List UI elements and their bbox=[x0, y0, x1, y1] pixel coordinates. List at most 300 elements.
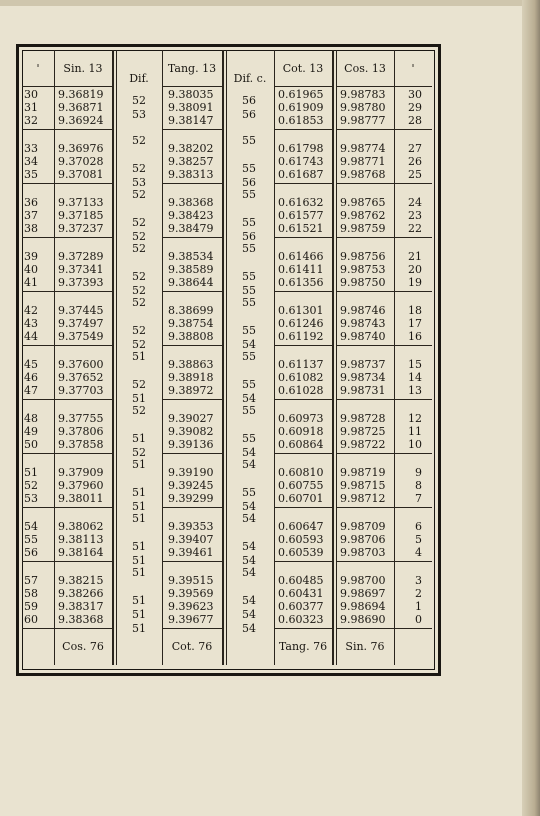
minute-cell: 45 bbox=[24, 358, 38, 371]
col-rule bbox=[226, 50, 227, 665]
dif-cell: 52 bbox=[132, 324, 146, 337]
row-rule bbox=[54, 183, 112, 184]
cos-cell: 9.98777 bbox=[340, 114, 386, 127]
tang-cell: 9.39299 bbox=[168, 492, 214, 505]
row-rule bbox=[394, 628, 432, 629]
row-rule bbox=[274, 183, 332, 184]
header-min: ' bbox=[36, 62, 40, 75]
minute-right-cell: 3 bbox=[415, 574, 422, 587]
tang-cell: 9.38257 bbox=[168, 155, 214, 168]
cos-cell: 9.98768 bbox=[340, 168, 386, 181]
tang-cell: 9.38863 bbox=[168, 358, 214, 371]
dif-cell: 52 bbox=[132, 338, 146, 351]
cot-cell: 0.60973 bbox=[278, 412, 324, 425]
difc-cell: 54 bbox=[242, 500, 256, 513]
cot-cell: 0.61028 bbox=[278, 384, 324, 397]
minute-right-cell: 7 bbox=[415, 492, 422, 505]
minute-right-cell: 19 bbox=[408, 276, 422, 289]
dif-cell: 51 bbox=[132, 500, 146, 513]
row-rule bbox=[22, 237, 54, 238]
row-rule bbox=[274, 345, 332, 346]
sin-cell: 9.37133 bbox=[58, 196, 104, 209]
tang-cell: 9.38589 bbox=[168, 263, 214, 276]
difc-cell: 55 bbox=[242, 162, 256, 175]
dif-cell: 52 bbox=[132, 404, 146, 417]
minute-cell: 58 bbox=[24, 587, 38, 600]
tang-cell: 9.38918 bbox=[168, 371, 214, 384]
difc-cell: 55 bbox=[242, 188, 256, 201]
dif-cell: 52 bbox=[132, 188, 146, 201]
footer-tang: Cot. 76 bbox=[171, 640, 213, 653]
dif-cell: 53 bbox=[132, 108, 146, 121]
tang-cell: 9.38479 bbox=[168, 222, 214, 235]
col-rule bbox=[274, 50, 275, 665]
row-rule bbox=[394, 183, 432, 184]
sin-cell: 9.37497 bbox=[58, 317, 104, 330]
dif-cell: 53 bbox=[132, 176, 146, 189]
row-rule bbox=[394, 453, 432, 454]
tang-cell: 9.38368 bbox=[168, 196, 214, 209]
sin-cell: 9.37652 bbox=[58, 371, 104, 384]
row-rule bbox=[162, 291, 222, 292]
minute-cell: 56 bbox=[24, 546, 38, 559]
row-rule bbox=[274, 399, 332, 400]
row-rule bbox=[162, 129, 222, 130]
sin-cell: 9.36976 bbox=[58, 142, 104, 155]
row-rule bbox=[162, 237, 222, 238]
minute-right-cell: 10 bbox=[408, 438, 422, 451]
cot-cell: 0.61853 bbox=[278, 114, 324, 127]
cos-cell: 9.98756 bbox=[340, 250, 386, 263]
tang-cell: 9.38147 bbox=[168, 114, 214, 127]
row-rule bbox=[394, 86, 432, 87]
sin-cell: 9.37289 bbox=[58, 250, 104, 263]
sin-cell: 9.38011 bbox=[58, 492, 104, 505]
row-rule bbox=[22, 129, 54, 130]
dif-cell: 51 bbox=[132, 622, 146, 635]
minute-cell: 59 bbox=[24, 600, 38, 613]
dif-cell: 51 bbox=[132, 458, 146, 471]
row-rule bbox=[162, 399, 222, 400]
cot-cell: 0.61521 bbox=[278, 222, 324, 235]
minute-right-cell: 18 bbox=[408, 304, 422, 317]
minute-cell: 39 bbox=[24, 250, 38, 263]
minute-right-cell: 27 bbox=[408, 142, 422, 155]
minute-cell: 41 bbox=[24, 276, 38, 289]
row-rule bbox=[336, 399, 394, 400]
sin-cell: 9.37549 bbox=[58, 330, 104, 343]
row-rule bbox=[54, 345, 112, 346]
minute-cell: 54 bbox=[24, 520, 38, 533]
sin-cell: 9.38113 bbox=[58, 533, 104, 546]
minute-right-cell: 6 bbox=[415, 520, 422, 533]
row-rule bbox=[54, 453, 112, 454]
sin-cell: 9.37341 bbox=[58, 263, 104, 276]
tang-cell: 9.38091 bbox=[168, 101, 214, 114]
minute-right-cell: 15 bbox=[408, 358, 422, 371]
dif-cell: 51 bbox=[132, 566, 146, 579]
cos-cell: 9.98774 bbox=[340, 142, 386, 155]
cos-cell: 9.98712 bbox=[340, 492, 386, 505]
minute-cell: 60 bbox=[24, 613, 38, 626]
header-cos: Cos. 13 bbox=[344, 62, 386, 75]
row-rule bbox=[22, 86, 54, 87]
cot-cell: 0.61687 bbox=[278, 168, 324, 181]
dif-cell: 52 bbox=[132, 134, 146, 147]
footer-sin: Cos. 76 bbox=[62, 640, 104, 653]
cos-cell: 9.98746 bbox=[340, 304, 386, 317]
row-rule bbox=[162, 345, 222, 346]
minute-cell: 57 bbox=[24, 574, 38, 587]
cos-cell: 9.98765 bbox=[340, 196, 386, 209]
minute-right-cell: 11 bbox=[408, 425, 422, 438]
cos-cell: 9.98697 bbox=[340, 587, 386, 600]
cot-cell: 0.61632 bbox=[278, 196, 324, 209]
dif-cell: 52 bbox=[132, 270, 146, 283]
dif-cell: 52 bbox=[132, 94, 146, 107]
cos-cell: 9.98771 bbox=[340, 155, 386, 168]
col-rule bbox=[162, 50, 163, 665]
row-rule bbox=[22, 291, 54, 292]
sin-cell: 9.38215 bbox=[58, 574, 104, 587]
minute-cell: 47 bbox=[24, 384, 38, 397]
col-rule bbox=[116, 50, 117, 665]
minute-right-cell: 20 bbox=[408, 263, 422, 276]
row-rule bbox=[162, 183, 222, 184]
sin-cell: 9.37858 bbox=[58, 438, 104, 451]
header-dif: Dif. bbox=[129, 72, 149, 85]
row-rule bbox=[394, 561, 432, 562]
header-tang: Tang. 13 bbox=[167, 62, 217, 75]
row-rule bbox=[274, 561, 332, 562]
dif-cell: 51 bbox=[132, 432, 146, 445]
difc-cell: 54 bbox=[242, 608, 256, 621]
cot-cell: 0.60431 bbox=[278, 587, 324, 600]
difc-cell: 54 bbox=[242, 554, 256, 567]
sin-cell: 9.37393 bbox=[58, 276, 104, 289]
difc-cell: 55 bbox=[242, 486, 256, 499]
cot-cell: 0.60701 bbox=[278, 492, 324, 505]
row-rule bbox=[336, 453, 394, 454]
row-rule bbox=[22, 345, 54, 346]
cot-cell: 0.60323 bbox=[278, 613, 324, 626]
difc-cell: 56 bbox=[242, 230, 256, 243]
sin-cell: 9.36924 bbox=[58, 114, 104, 127]
difc-cell: 55 bbox=[242, 270, 256, 283]
cot-cell: 0.60377 bbox=[278, 600, 324, 613]
col-rule bbox=[332, 50, 334, 665]
difc-cell: 55 bbox=[242, 404, 256, 417]
dif-cell: 51 bbox=[132, 608, 146, 621]
dif-cell: 51 bbox=[132, 486, 146, 499]
cot-cell: 0.60810 bbox=[278, 466, 324, 479]
sin-cell: 9.36871 bbox=[58, 101, 104, 114]
col-rule bbox=[394, 50, 395, 665]
dif-cell: 51 bbox=[132, 392, 146, 405]
cot-cell: 0.60539 bbox=[278, 546, 324, 559]
sin-cell: 9.38317 bbox=[58, 600, 104, 613]
row-rule bbox=[336, 507, 394, 508]
cos-cell: 9.98725 bbox=[340, 425, 386, 438]
cot-cell: 0.61577 bbox=[278, 209, 324, 222]
minute-cell: 35 bbox=[24, 168, 38, 181]
tang-cell: 9.39623 bbox=[168, 600, 214, 613]
minute-cell: 40 bbox=[24, 263, 38, 276]
minute-right-cell: 30 bbox=[408, 88, 422, 101]
row-rule bbox=[336, 561, 394, 562]
row-rule bbox=[22, 561, 54, 562]
cot-cell: 0.60593 bbox=[278, 533, 324, 546]
minute-right-cell: 17 bbox=[408, 317, 422, 330]
minute-cell: 37 bbox=[24, 209, 38, 222]
minute-cell: 50 bbox=[24, 438, 38, 451]
cos-cell: 9.98731 bbox=[340, 384, 386, 397]
tang-cell: 9.38754 bbox=[168, 317, 214, 330]
header-min-right: ' bbox=[411, 62, 415, 75]
minute-right-cell: 24 bbox=[408, 196, 422, 209]
row-rule bbox=[162, 561, 222, 562]
minute-right-cell: 16 bbox=[408, 330, 422, 343]
row-rule bbox=[274, 507, 332, 508]
minute-cell: 46 bbox=[24, 371, 38, 384]
minute-right-cell: 2 bbox=[415, 587, 422, 600]
difc-cell: 55 bbox=[242, 324, 256, 337]
minute-right-cell: 25 bbox=[408, 168, 422, 181]
row-rule bbox=[336, 345, 394, 346]
minute-right-cell: 8 bbox=[415, 479, 422, 492]
dif-cell: 51 bbox=[132, 540, 146, 553]
tang-cell: 9.38035 bbox=[168, 88, 214, 101]
minute-right-cell: 26 bbox=[408, 155, 422, 168]
row-rule bbox=[54, 561, 112, 562]
cot-cell: 0.61909 bbox=[278, 101, 324, 114]
row-rule bbox=[22, 628, 54, 629]
cot-cell: 0.60755 bbox=[278, 479, 324, 492]
row-rule bbox=[394, 291, 432, 292]
difc-cell: 55 bbox=[242, 216, 256, 229]
row-rule bbox=[22, 399, 54, 400]
tang-cell: 9.39082 bbox=[168, 425, 214, 438]
minute-right-cell: 9 bbox=[415, 466, 422, 479]
row-rule bbox=[394, 507, 432, 508]
tang-cell: 9.38313 bbox=[168, 168, 214, 181]
row-rule bbox=[336, 291, 394, 292]
sin-cell: 9.37703 bbox=[58, 384, 104, 397]
tang-cell: 9.39515 bbox=[168, 574, 214, 587]
col-rule bbox=[54, 50, 55, 665]
cot-cell: 0.61082 bbox=[278, 371, 324, 384]
trig-table bbox=[22, 50, 435, 670]
cot-cell: 0.61411 bbox=[278, 263, 324, 276]
dif-cell: 52 bbox=[132, 162, 146, 175]
sin-cell: 9.37028 bbox=[58, 155, 104, 168]
cos-cell: 9.98694 bbox=[340, 600, 386, 613]
page-edge bbox=[522, 0, 540, 816]
difc-cell: 55 bbox=[242, 242, 256, 255]
sin-cell: 9.37755 bbox=[58, 412, 104, 425]
minute-right-cell: 21 bbox=[408, 250, 422, 263]
tang-cell: 9.39407 bbox=[168, 533, 214, 546]
cot-cell: 0.61466 bbox=[278, 250, 324, 263]
cos-cell: 9.98722 bbox=[340, 438, 386, 451]
cot-cell: 0.61743 bbox=[278, 155, 324, 168]
dif-cell: 51 bbox=[132, 350, 146, 363]
row-rule bbox=[336, 129, 394, 130]
row-rule bbox=[162, 453, 222, 454]
sin-cell: 9.37600 bbox=[58, 358, 104, 371]
sin-cell: 9.38164 bbox=[58, 546, 104, 559]
cos-cell: 9.98728 bbox=[340, 412, 386, 425]
difc-cell: 54 bbox=[242, 446, 256, 459]
tang-cell: 9.38534 bbox=[168, 250, 214, 263]
difc-cell: 54 bbox=[242, 458, 256, 471]
cot-cell: 0.61137 bbox=[278, 358, 324, 371]
row-rule bbox=[54, 399, 112, 400]
sin-cell: 9.37960 bbox=[58, 479, 104, 492]
difc-cell: 54 bbox=[242, 392, 256, 405]
cot-cell: 0.61192 bbox=[278, 330, 324, 343]
cot-cell: 0.60485 bbox=[278, 574, 324, 587]
row-rule bbox=[54, 291, 112, 292]
cot-cell: 0.60647 bbox=[278, 520, 324, 533]
cos-cell: 9.98743 bbox=[340, 317, 386, 330]
tang-cell: 9.38808 bbox=[168, 330, 214, 343]
tang-cell: 9.38644 bbox=[168, 276, 214, 289]
dif-cell: 52 bbox=[132, 378, 146, 391]
tang-cell: 9.39461 bbox=[168, 546, 214, 559]
cot-cell: 0.61246 bbox=[278, 317, 324, 330]
tang-cell: 9.39677 bbox=[168, 613, 214, 626]
row-rule bbox=[336, 237, 394, 238]
sin-cell: 9.37185 bbox=[58, 209, 104, 222]
difc-cell: 55 bbox=[242, 350, 256, 363]
minute-right-cell: 12 bbox=[408, 412, 422, 425]
row-rule bbox=[274, 291, 332, 292]
cos-cell: 9.98780 bbox=[340, 101, 386, 114]
sin-cell: 9.37445 bbox=[58, 304, 104, 317]
cot-cell: 0.61798 bbox=[278, 142, 324, 155]
minute-right-cell: 29 bbox=[408, 101, 422, 114]
row-rule bbox=[274, 237, 332, 238]
cos-cell: 9.98750 bbox=[340, 276, 386, 289]
dif-cell: 52 bbox=[132, 242, 146, 255]
cos-cell: 9.98759 bbox=[340, 222, 386, 235]
minute-cell: 44 bbox=[24, 330, 38, 343]
minute-cell: 31 bbox=[24, 101, 38, 114]
row-rule bbox=[22, 507, 54, 508]
footer-cot: Tang. 76 bbox=[278, 640, 328, 653]
row-rule bbox=[274, 129, 332, 130]
col-rule bbox=[336, 50, 337, 665]
dif-cell: 51 bbox=[132, 554, 146, 567]
cot-cell: 0.60918 bbox=[278, 425, 324, 438]
row-rule bbox=[54, 237, 112, 238]
row-rule bbox=[336, 628, 394, 629]
difc-cell: 56 bbox=[242, 176, 256, 189]
tang-cell: 9.39353 bbox=[168, 520, 214, 533]
row-rule bbox=[162, 507, 222, 508]
page-top-shadow bbox=[0, 0, 540, 6]
cos-cell: 9.98737 bbox=[340, 358, 386, 371]
dif-cell: 52 bbox=[132, 296, 146, 309]
tang-cell: 9.39136 bbox=[168, 438, 214, 451]
dif-cell: 52 bbox=[132, 284, 146, 297]
cos-cell: 9.98734 bbox=[340, 371, 386, 384]
sin-cell: 9.37237 bbox=[58, 222, 104, 235]
dif-cell: 51 bbox=[132, 512, 146, 525]
row-rule bbox=[394, 345, 432, 346]
row-rule bbox=[162, 628, 222, 629]
cos-cell: 9.98700 bbox=[340, 574, 386, 587]
header-sin: Sin. 13 bbox=[63, 62, 103, 75]
row-rule bbox=[54, 507, 112, 508]
sin-cell: 9.38062 bbox=[58, 520, 104, 533]
row-rule bbox=[394, 237, 432, 238]
minute-right-cell: 13 bbox=[408, 384, 422, 397]
minute-cell: 42 bbox=[24, 304, 38, 317]
difc-cell: 55 bbox=[242, 296, 256, 309]
difc-cell: 55 bbox=[242, 432, 256, 445]
cos-cell: 9.98709 bbox=[340, 520, 386, 533]
row-rule bbox=[336, 86, 394, 87]
cos-cell: 9.98690 bbox=[340, 613, 386, 626]
sin-cell: 9.38266 bbox=[58, 587, 104, 600]
tang-cell: 9.38202 bbox=[168, 142, 214, 155]
col-rule bbox=[222, 50, 224, 665]
minute-cell: 30 bbox=[24, 88, 38, 101]
difc-cell: 55 bbox=[242, 284, 256, 297]
row-rule bbox=[54, 86, 112, 87]
minute-cell: 34 bbox=[24, 155, 38, 168]
minute-right-cell: 4 bbox=[415, 546, 422, 559]
header-cot: Cot. 13 bbox=[282, 62, 324, 75]
difc-cell: 56 bbox=[242, 94, 256, 107]
cos-cell: 9.98719 bbox=[340, 466, 386, 479]
row-rule bbox=[394, 129, 432, 130]
header-difc: Dif. c. bbox=[233, 72, 267, 85]
cos-cell: 9.98706 bbox=[340, 533, 386, 546]
row-rule bbox=[274, 86, 332, 87]
sin-cell: 9.37081 bbox=[58, 168, 104, 181]
dif-cell: 52 bbox=[132, 216, 146, 229]
cos-cell: 9.98740 bbox=[340, 330, 386, 343]
dif-cell: 51 bbox=[132, 594, 146, 607]
dif-cell: 52 bbox=[132, 230, 146, 243]
cos-cell: 9.98703 bbox=[340, 546, 386, 559]
cos-cell: 9.98762 bbox=[340, 209, 386, 222]
row-rule bbox=[162, 86, 222, 87]
minute-right-cell: 23 bbox=[408, 209, 422, 222]
tang-cell: 9.39190 bbox=[168, 466, 214, 479]
minute-cell: 49 bbox=[24, 425, 38, 438]
minute-cell: 55 bbox=[24, 533, 38, 546]
tang-cell: 9.38972 bbox=[168, 384, 214, 397]
difc-cell: 55 bbox=[242, 134, 256, 147]
row-rule bbox=[54, 628, 112, 629]
sin-cell: 9.36819 bbox=[58, 88, 104, 101]
footer-cos: Sin. 76 bbox=[345, 640, 385, 653]
difc-cell: 54 bbox=[242, 512, 256, 525]
minute-right-cell: 1 bbox=[415, 600, 422, 613]
difc-cell: 56 bbox=[242, 108, 256, 121]
row-rule bbox=[22, 453, 54, 454]
minute-right-cell: 14 bbox=[408, 371, 422, 384]
sin-cell: 9.37806 bbox=[58, 425, 104, 438]
row-rule bbox=[394, 399, 432, 400]
tang-cell: 8.38699 bbox=[168, 304, 214, 317]
row-rule bbox=[274, 628, 332, 629]
minute-cell: 51 bbox=[24, 466, 38, 479]
